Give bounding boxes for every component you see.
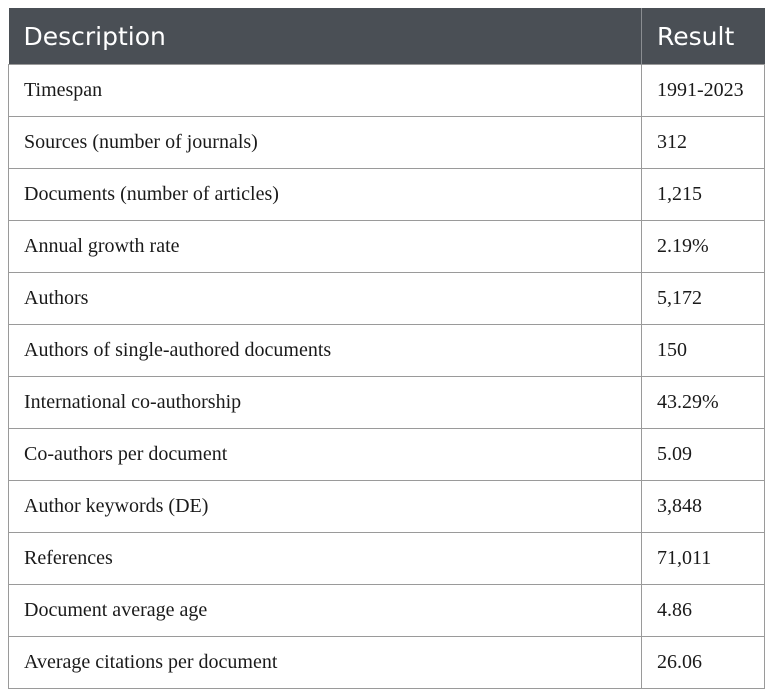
cell-result: 5.09 xyxy=(642,429,765,481)
cell-description: Co-authors per document xyxy=(9,429,642,481)
table-header xyxy=(9,8,765,65)
cell-result: 43.29% xyxy=(642,377,765,429)
table-row xyxy=(9,221,765,273)
table-row xyxy=(9,117,765,169)
cell-result: 71,011 xyxy=(642,533,765,585)
header-description: Description xyxy=(9,8,642,65)
cell-result: 150 xyxy=(642,325,765,377)
cell-result: 312 xyxy=(642,117,765,169)
cell-result: 1991-2023 xyxy=(642,65,765,117)
cell-description: Average citations per document xyxy=(9,637,642,689)
table-row xyxy=(9,637,765,689)
cell-description: Document average age xyxy=(9,585,642,637)
cell-result: 4.86 xyxy=(642,585,765,637)
cell-result: 3,848 xyxy=(642,481,765,533)
table-row xyxy=(9,325,765,377)
cell-description: Authors of single-authored documents xyxy=(9,325,642,377)
table-row xyxy=(9,585,765,637)
table-container xyxy=(8,8,764,689)
cell-description: Author keywords (DE) xyxy=(9,481,642,533)
cell-result: 2.19% xyxy=(642,221,765,273)
cell-result: 26.06 xyxy=(642,637,765,689)
table-row xyxy=(9,533,765,585)
cell-description: Authors xyxy=(9,273,642,325)
table-row xyxy=(9,429,765,481)
header-result: Result xyxy=(642,8,765,65)
cell-description: Timespan xyxy=(9,65,642,117)
table-body xyxy=(9,65,765,689)
cell-description: Sources (number of journals) xyxy=(9,117,642,169)
cell-description: References xyxy=(9,533,642,585)
cell-description: Annual growth rate xyxy=(9,221,642,273)
table-row xyxy=(9,65,765,117)
header-row xyxy=(9,8,765,65)
table-row xyxy=(9,377,765,429)
table-row xyxy=(9,169,765,221)
cell-description: International co-authorship xyxy=(9,377,642,429)
cell-result: 1,215 xyxy=(642,169,765,221)
table-row xyxy=(9,481,765,533)
cell-result: 5,172 xyxy=(642,273,765,325)
cell-description: Documents (number of articles) xyxy=(9,169,642,221)
table-row xyxy=(9,273,765,325)
summary-table xyxy=(8,8,765,689)
